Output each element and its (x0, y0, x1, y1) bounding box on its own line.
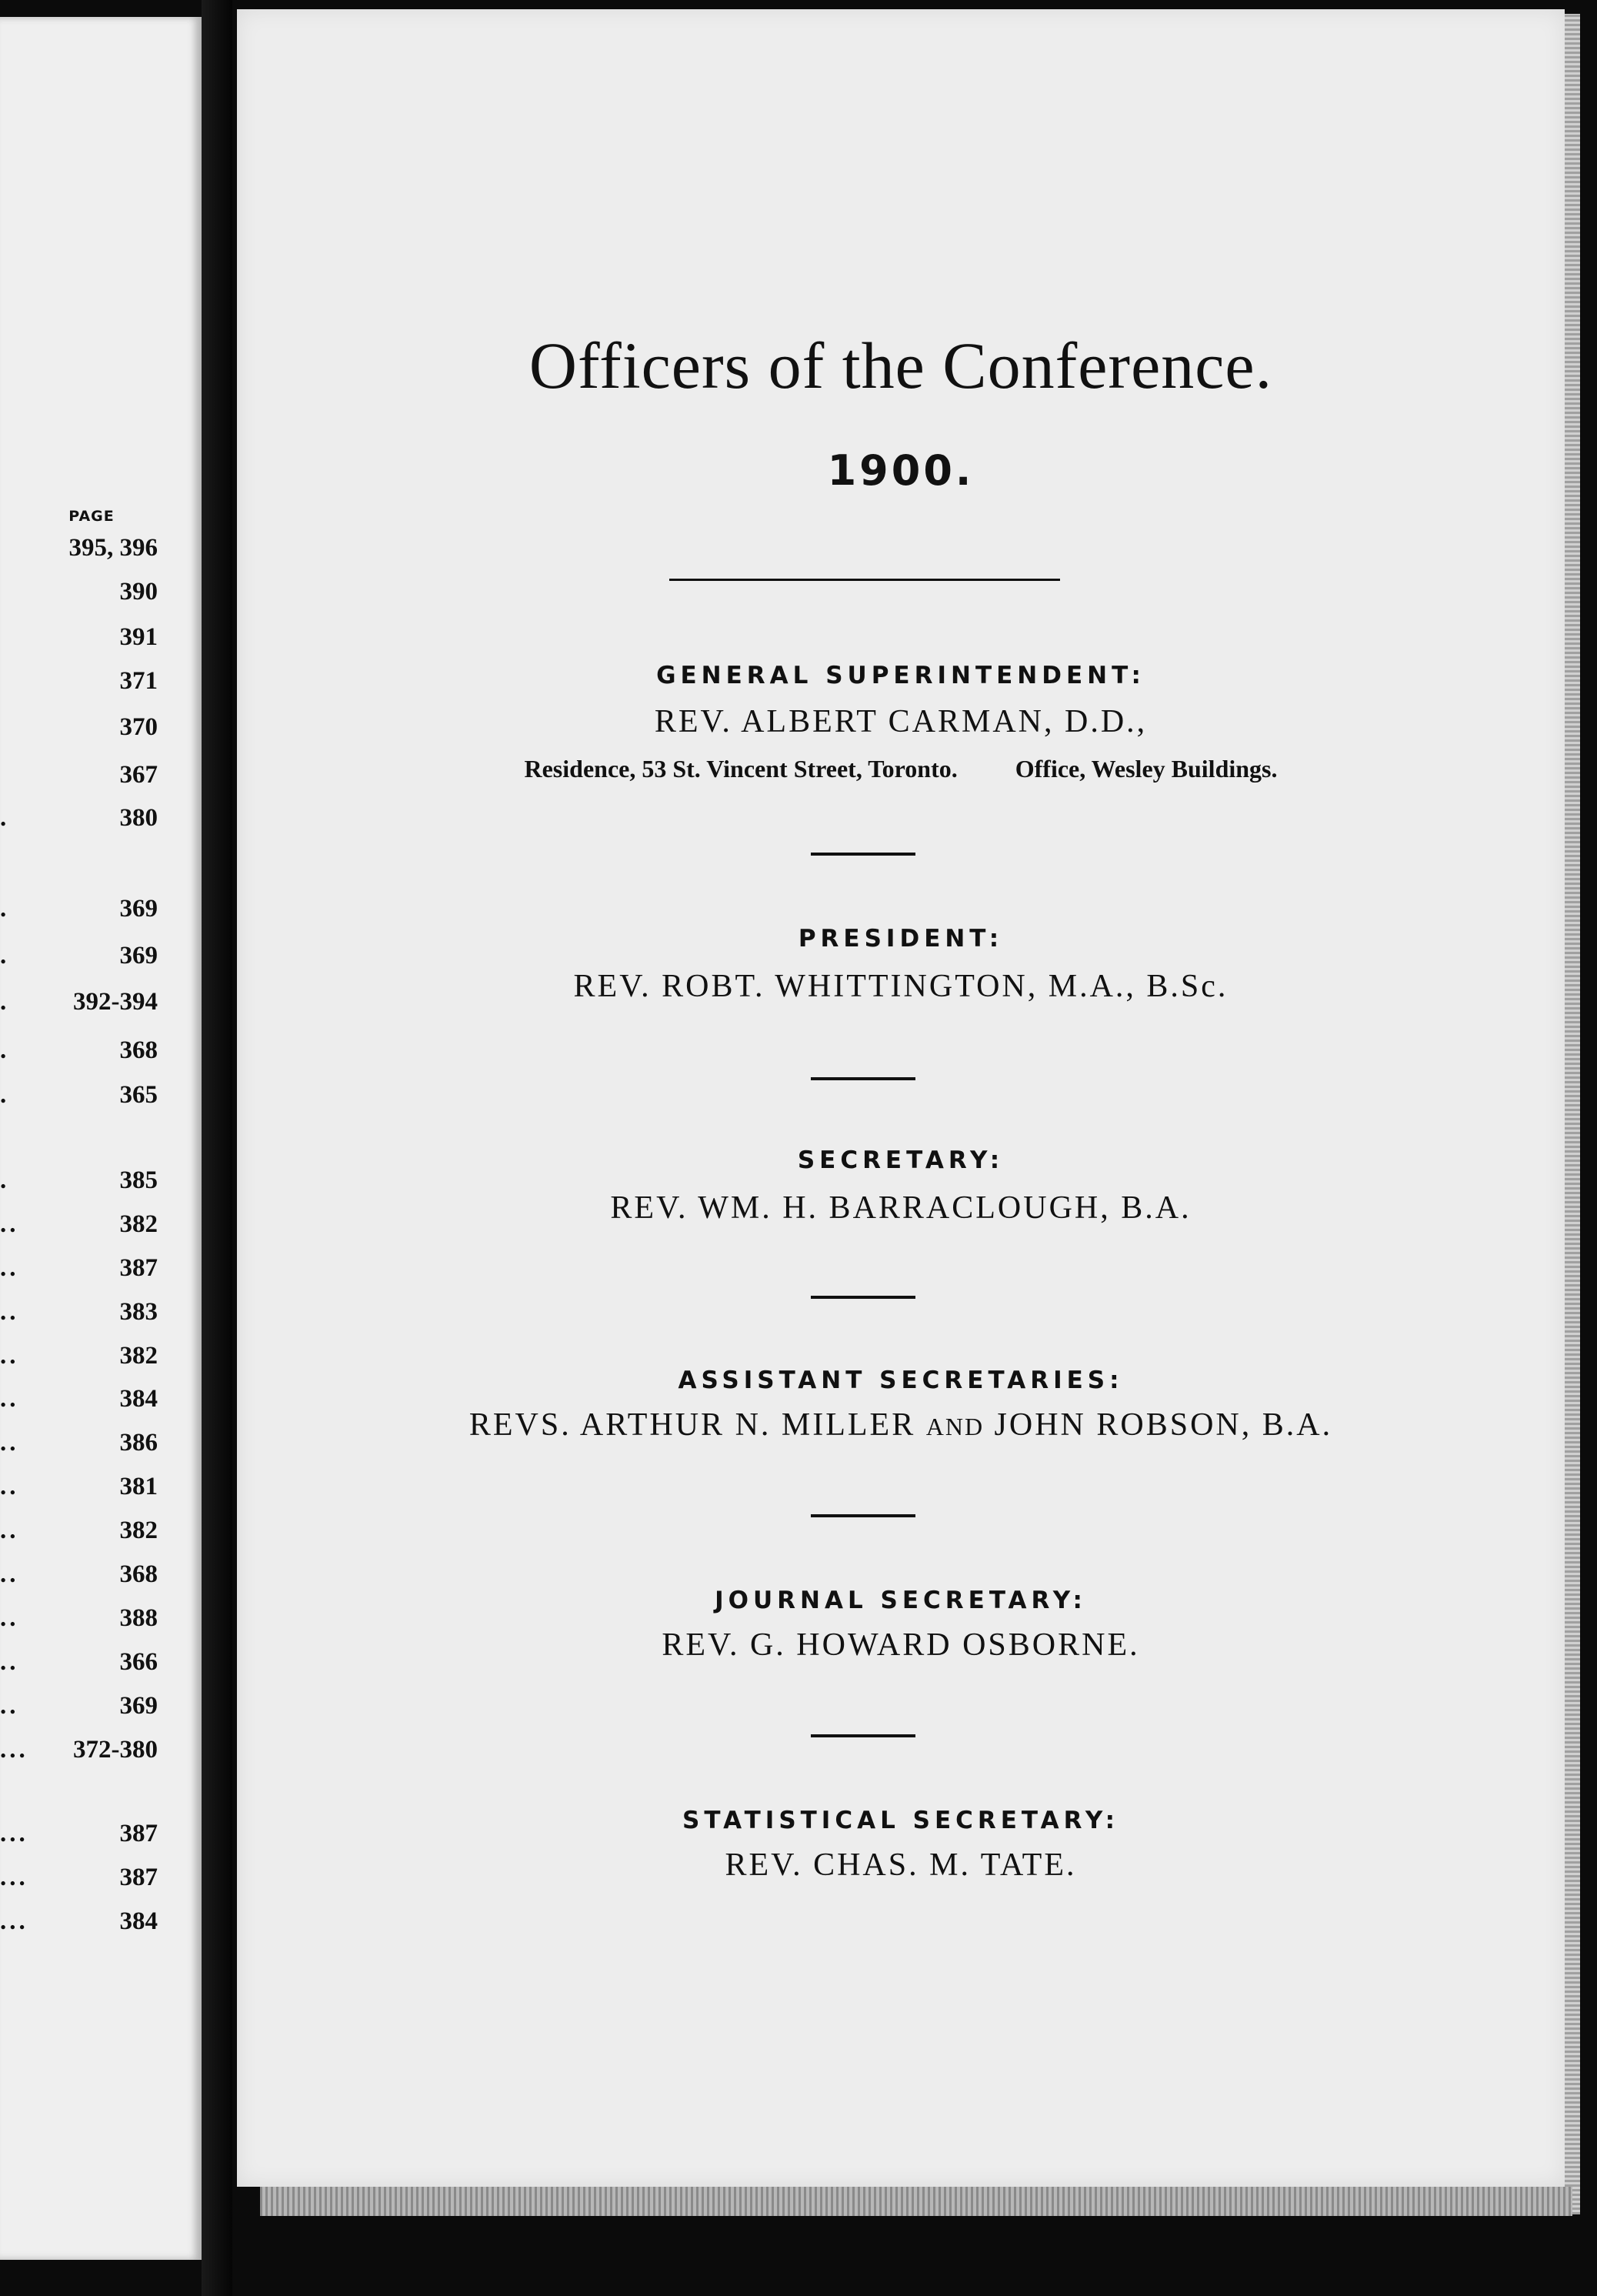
index-leader: . (0, 804, 10, 832)
general-superintendent-label: GENERAL SUPERINTENDENT: (656, 662, 1145, 689)
index-page-number: 388 (119, 1604, 158, 1632)
index-row (0, 1209, 158, 1240)
journal-secretary-label: JOURNAL SECRETARY: (715, 1587, 1087, 1614)
index-row (0, 1515, 158, 1546)
index-page-number: 384 (119, 1385, 158, 1413)
index-leader: . (0, 942, 10, 969)
index-leader: ... (0, 1907, 28, 1935)
index-page-number: 382 (119, 1342, 158, 1370)
index-row (0, 1383, 158, 1414)
section-rule (811, 1296, 915, 1299)
page-year: 1900. (827, 446, 975, 495)
index-page-number: 391 (119, 623, 158, 651)
index-leader: . (0, 1166, 10, 1194)
index-leader: .. (0, 1385, 19, 1413)
index-leader: . (0, 1036, 10, 1064)
book-gutter (202, 0, 232, 2296)
assistant-secretary-2: JOHN ROBSON, B.A. (994, 1407, 1333, 1443)
index-row (0, 712, 158, 743)
index-page-number: 384 (119, 1907, 158, 1935)
index-row (0, 1734, 158, 1765)
index-leader: .. (0, 1254, 19, 1282)
index-row (0, 1340, 158, 1371)
section-rule (811, 1077, 915, 1080)
president-label: PRESIDENT: (798, 925, 1004, 953)
index-page-number: 369 (119, 942, 158, 969)
index-leader: ... (0, 1820, 28, 1847)
index-page-number: 366 (119, 1648, 158, 1676)
index-row (0, 1080, 158, 1110)
index-leader: . (0, 988, 10, 1016)
index-page-number: 387 (119, 1864, 158, 1891)
index-row (0, 893, 158, 924)
index-row (0, 1253, 158, 1283)
index-leader: .. (0, 1429, 19, 1457)
index-leader: . (0, 895, 10, 923)
index-leader: .. (0, 1648, 19, 1676)
index-row (0, 1471, 158, 1502)
section-rule (811, 1734, 915, 1737)
index-row (0, 1559, 158, 1590)
journal-secretary-name: REV. G. HOWARD OSBORNE. (662, 1627, 1140, 1663)
index-page-number: 372-380 (73, 1736, 158, 1764)
index-page-number: 380 (119, 804, 158, 832)
index-row (0, 1035, 158, 1066)
statistical-secretary-label: STATISTICAL SECRETARY: (682, 1807, 1119, 1834)
statistical-secretary-name: REV. CHAS. M. TATE. (725, 1847, 1077, 1883)
assistant-secretary-1: REVS. ARTHUR N. MILLER (468, 1407, 916, 1443)
names-conjunction: AND (925, 1413, 985, 1440)
index-leader: .. (0, 1342, 19, 1370)
index-row (0, 759, 158, 790)
index-row (0, 1818, 158, 1849)
assistant-secretaries-label: ASSISTANT SECRETARIES: (678, 1367, 1124, 1394)
index-row (0, 1690, 158, 1721)
secretary-name: REV. WM. H. BARRACLOUGH, B.A. (610, 1190, 1192, 1226)
page-title: Officers of the Conference. (528, 329, 1273, 402)
page-edge-right (1565, 14, 1580, 2214)
section-rule (811, 853, 915, 856)
general-superintendent-name: REV. ALBERT CARMAN, D.D., (654, 704, 1148, 739)
index-row (0, 1647, 158, 1677)
secretary-label: SECRETARY: (797, 1146, 1005, 1174)
index-row (0, 1427, 158, 1458)
index-leader: .. (0, 1560, 19, 1588)
index-leader: .. (0, 1210, 19, 1238)
index-leader: .. (0, 1473, 19, 1500)
index-page-number: 368 (119, 1036, 158, 1064)
index-page-number: 392-394 (73, 988, 158, 1016)
page-edge-bottom (260, 2187, 1572, 2216)
index-page-number: 387 (119, 1820, 158, 1847)
index-row (0, 803, 158, 833)
index-leader: .. (0, 1298, 19, 1326)
index-page-number: 387 (119, 1254, 158, 1282)
page-column-header: PAGE (68, 508, 115, 525)
index-page-number: 386 (119, 1429, 158, 1457)
index-leader: .. (0, 1604, 19, 1632)
residence-note: Residence, 53 St. Vincent Street, Toronto. (524, 755, 958, 783)
index-page-number: 381 (119, 1473, 158, 1500)
index-page-number: 371 (119, 667, 158, 695)
index-page-number: 365 (119, 1081, 158, 1109)
index-page-number: 390 (119, 578, 158, 606)
title-rule (669, 579, 1060, 581)
index-row (0, 1165, 158, 1196)
general-superintendent-note (237, 753, 1565, 785)
index-page-number: 382 (119, 1210, 158, 1238)
index-page-number: 382 (119, 1517, 158, 1544)
index-page-number: 367 (119, 761, 158, 789)
index-leader: .. (0, 1692, 19, 1720)
index-leader: ... (0, 1864, 28, 1891)
president-name: REV. ROBT. WHITTINGTON, M.A., B.Sc. (573, 969, 1229, 1004)
index-row (0, 622, 158, 652)
assistant-secretaries-names (237, 1405, 1565, 1447)
index-leader: ... (0, 1736, 28, 1764)
index-page-number: 383 (119, 1298, 158, 1326)
index-row (0, 986, 158, 1017)
index-page-number: 370 (119, 713, 158, 741)
index-row (0, 940, 158, 971)
index-page-number: 369 (119, 895, 158, 923)
index-row (0, 1603, 158, 1634)
index-leader: . (0, 1081, 10, 1109)
index-row (0, 532, 158, 563)
index-page-number: 395, 396 (68, 534, 158, 562)
index-page-number: 369 (119, 1692, 158, 1720)
index-row (0, 1862, 158, 1893)
index-row (0, 666, 158, 696)
index-row (0, 1297, 158, 1327)
office-note: Office, Wesley Buildings. (1015, 755, 1278, 783)
section-rule (811, 1514, 915, 1517)
index-leader: .. (0, 1517, 19, 1544)
index-page-number: 385 (119, 1166, 158, 1194)
index-row (0, 576, 158, 607)
index-row (0, 1906, 158, 1937)
index-page-number: 368 (119, 1560, 158, 1588)
